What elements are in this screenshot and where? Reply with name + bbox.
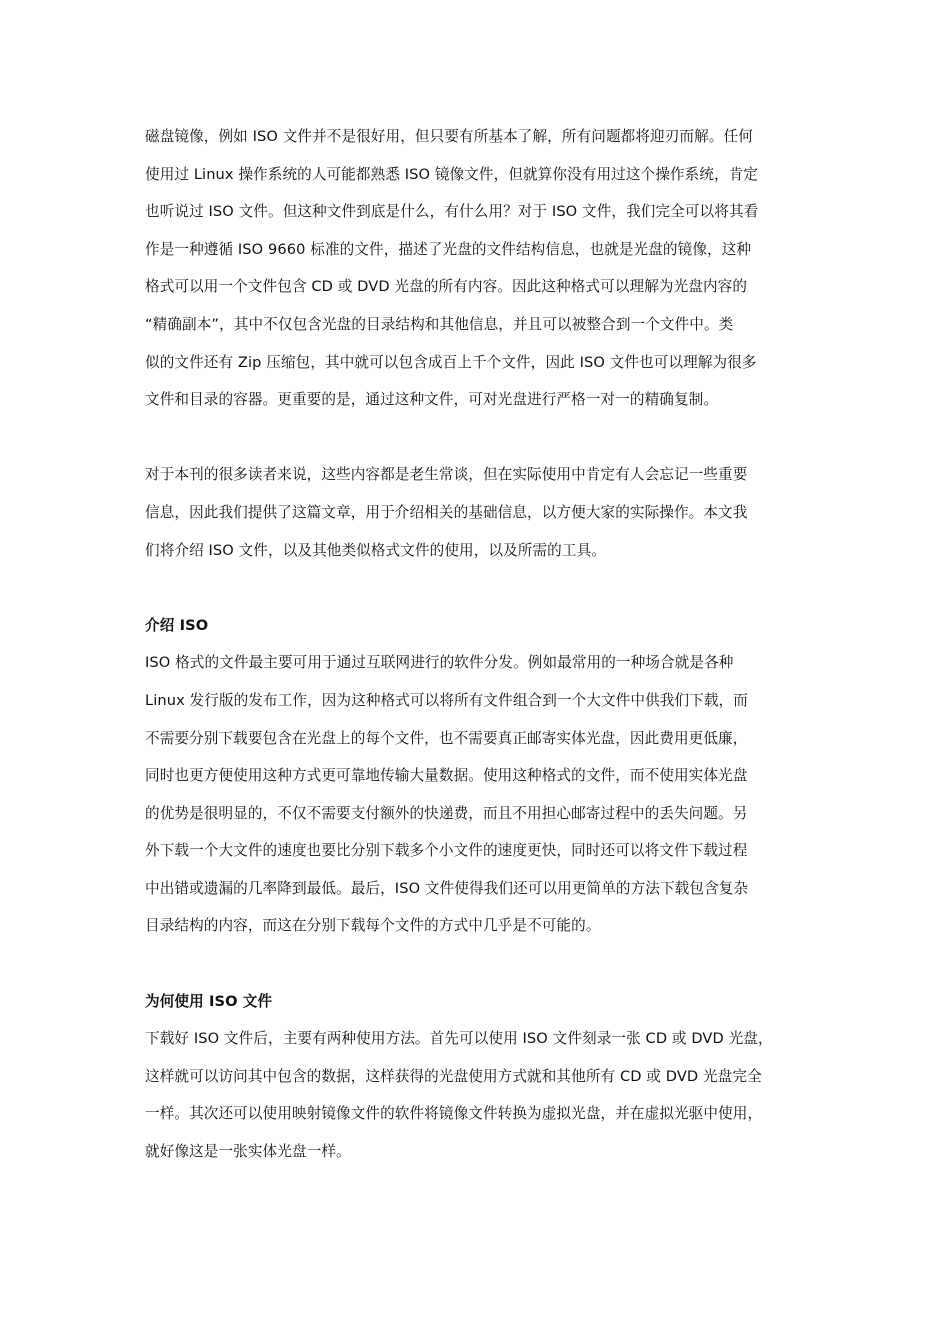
section-heading: 介绍 ISO	[145, 616, 209, 634]
text-line: 不需要分别下载要包含在光盘上的每个文件，也不需要真正邮寄实体光盘，因此费用更低廉，	[145, 729, 748, 747]
text-line: 一样。其次还可以使用映射镜像文件的软件将镜像文件转换为虚拟光盘，并在虚拟光驱中使用，	[145, 1105, 763, 1123]
text-line: 同时也更方便使用这种方式更可靠地传输大量数据。使用这种格式的文件，而不使用实体光盘	[145, 767, 748, 785]
text-line: 目录结构的内容，而这在分别下载每个文件的方式中几乎是不可能的。	[145, 917, 601, 935]
text-line: 也听说过 ISO 文件。但这种文件到底是什么，有什么用？对于 ISO 文件，我们完全可以将其看	[145, 203, 759, 221]
text-line: Linux 发行版的发布工作，因为这种格式可以将所有文件组合到一个大文件中供我们下载，而	[145, 691, 748, 709]
text-line: 磁盘镜像，例如 ISO 文件并不是很好用，但只要有所基本了解，所有问题都将迎刃而解。任何	[145, 128, 753, 145]
text-line: 格式可以用一个文件包含 CD 或 DVD 光盘的所有内容。因此这种格式可以理解为光盘内容的	[145, 278, 748, 296]
text-line: 外下载一个大文件的速度也要比分别下载多个小文件的速度更快，同时还可以将文件下载过程	[145, 842, 748, 860]
paragraph-intro	[145, 118, 810, 419]
paragraph-readers	[145, 456, 810, 569]
paragraph-spacer	[145, 569, 810, 607]
text-line: 作是一种遵循 ISO 9660 标准的文件，描述了光盘的文件结构信息，也就是光盘的镜像，这种	[145, 240, 752, 258]
text-line: “精确副本”，其中不仅包含光盘的目录结构和其他信息，并且可以被整合到一个文件中。类	[145, 315, 734, 333]
text-line: 们将介绍 ISO 文件，以及其他类似格式文件的使用，以及所需的工具。	[145, 541, 606, 559]
text-line: 对于本刊的很多读者来说，这些内容都是老生常谈，但在实际使用中肯定有人会忘记一些重要	[145, 466, 748, 484]
text-line: 文件和目录的容器。更重要的是，通过这种文件，可对光盘进行严格一对一的精确复制。	[145, 391, 719, 409]
section-heading: 为何使用 ISO 文件	[145, 992, 273, 1010]
section-intro-iso	[145, 607, 810, 945]
paragraph-spacer	[145, 419, 810, 457]
text-line: 使用过 Linux 操作系统的人可能都熟悉 ISO 镜像文件，但就算你没有用过这个操作系统，肯定	[145, 165, 759, 183]
text-line: 就好像这是一张实体光盘一样。	[145, 1143, 351, 1161]
document-page	[145, 118, 810, 1171]
text-line: 中出错或遗漏的几率降到最低。最后，ISO 文件使得我们还可以用更简单的方法下载包含复杂	[145, 879, 749, 897]
text-line: ISO 格式的文件最主要可用于通过互联网进行的软件分发。例如最常用的一种场合就是各种	[145, 654, 734, 672]
text-line: 这样就可以访问其中包含的数据，这样获得的光盘使用方式就和其他所有 CD 或 DVD 光盘完全	[145, 1067, 762, 1085]
text-line: 似的文件还有 Zip 压缩包，其中就可以包含成百上千个文件，因此 ISO 文件也可以理解为很多	[145, 353, 757, 371]
text-line: 信息，因此我们提供了这篇文章，用于介绍相关的基础信息，以方便大家的实际操作。本文我	[145, 503, 748, 521]
section-why-iso	[145, 983, 810, 1171]
text-line: 的优势是很明显的，不仅不需要支付额外的快递费，而且不用担心邮寄过程中的丢失问题。另	[145, 804, 748, 822]
text-line: 下载好 ISO 文件后，主要有两种使用方法。首先可以使用 ISO 文件刻录一张 CD 或 DVD 光盘，	[145, 1030, 773, 1048]
paragraph-spacer	[145, 945, 810, 983]
